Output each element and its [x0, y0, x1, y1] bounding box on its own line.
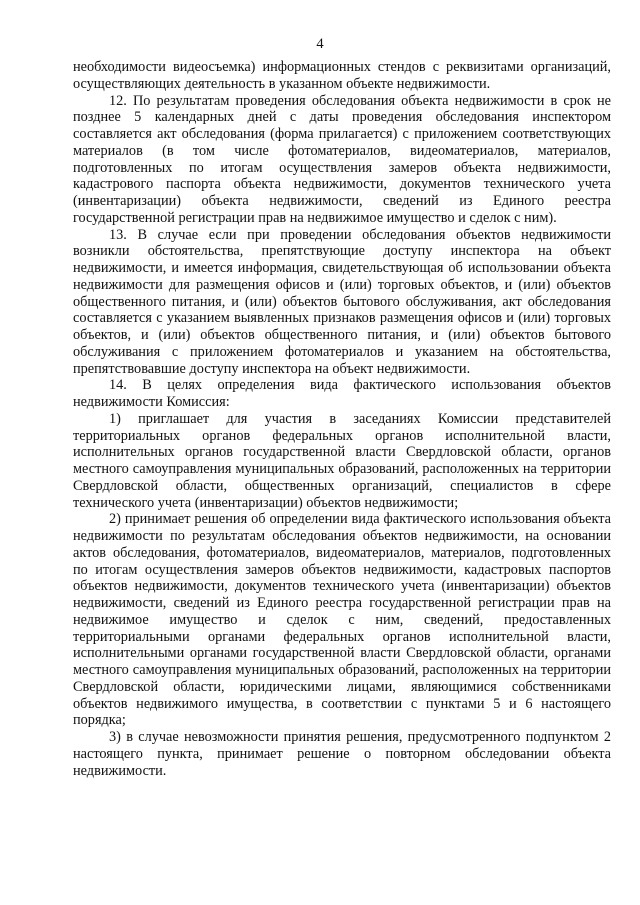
- subparagraph-2: 2) принимает решения об определении вида фактического использования объекта недвижимости по результатам обследования объектов недвижимости, на основании актов обследования, фотоматериалов, видеоматериалов, материалов, подготовленных по итогам осуществления замеров объектов недвижимости, кадастровых паспортов объектов недвижимости, документов технического учета (инвентаризации) объектов недвижимости, сведений из Единого реестра государственной регистрации прав на недвижимое имущество и сделок с ним, сведений, предоставленных территориальными органами федеральных органов исполнительной власти, исполнительными органами государственной власти Свердловской области, органами местного самоуправления муниципальных образований, расположенных на территории Свердловской области, юридическими лицами, являющимися собственниками объектов недвижимого имущества, в соответствии с пунктами 5 и 6 настоящего порядка;: [73, 511, 611, 729]
- page-number: 4: [316, 36, 324, 52]
- document-body: [73, 59, 611, 779]
- paragraph-13: 13. В случае если при проведении обследования объектов недвижимости возникли обстоятельства, препятствующие доступу инспектора на объект недвижимости, и имеется информация, свидетельствующая об использовании объекта недвижимости для размещения офисов и (или) торговых объектов, и (или) объектов общественного питания, и (или) объектов бытового обслуживания, акт обследования составляется с указанием выявленных признаков размещения офисов и (или) торговых объектов, и (или) объектов общественного питания, и (или) объектов бытового обслуживания с приложением фотоматериалов и указанием на обстоятельства, препятствовавшие доступу инспектора на объект недвижимости.: [73, 226, 611, 377]
- subparagraph-1: 1) приглашает для участия в заседаниях Комиссии представителей территориальных органов федеральных органов исполнительной власти, исполнительных органов государственной власти Свердловской области, органов местного самоуправления муниципальных образований, расположенных на территории Свердловской области, общественных организаций, специалистов в сфере технического учета (инвентаризации) объектов недвижимости;: [73, 410, 611, 511]
- paragraph-12: 12. По результатам проведения обследования объекта недвижимости в срок не позднее 5 календарных дней с даты проведения обследования инспектором составляется акт обследования (форма прилагается) с приложением соответствующих материалов (в том числе фотоматериалов, видеоматериалов, материалов, подготовленных по итогам осуществления замеров объекта недвижимости, кадастрового паспорта объекта недвижимости, документов технического учета (инвентаризации) объекта недвижимости, сведений из Единого реестра государственной регистрации прав на недвижимое имущество и сделок с ним).: [73, 92, 611, 226]
- paragraph-continuation: необходимости видеосъемка) информационных стендов с реквизитами организаций, осуществляющих деятельность в указанном объекте недвижимости.: [73, 59, 611, 92]
- paragraph-14: 14. В целях определения вида фактического использования объектов недвижимости Комиссия:: [73, 377, 611, 410]
- subparagraph-3: 3) в случае невозможности принятия решения, предусмотренного подпунктом 2 настоящего пункта, принимает решение о повторном обследовании объекта недвижимости.: [73, 729, 611, 779]
